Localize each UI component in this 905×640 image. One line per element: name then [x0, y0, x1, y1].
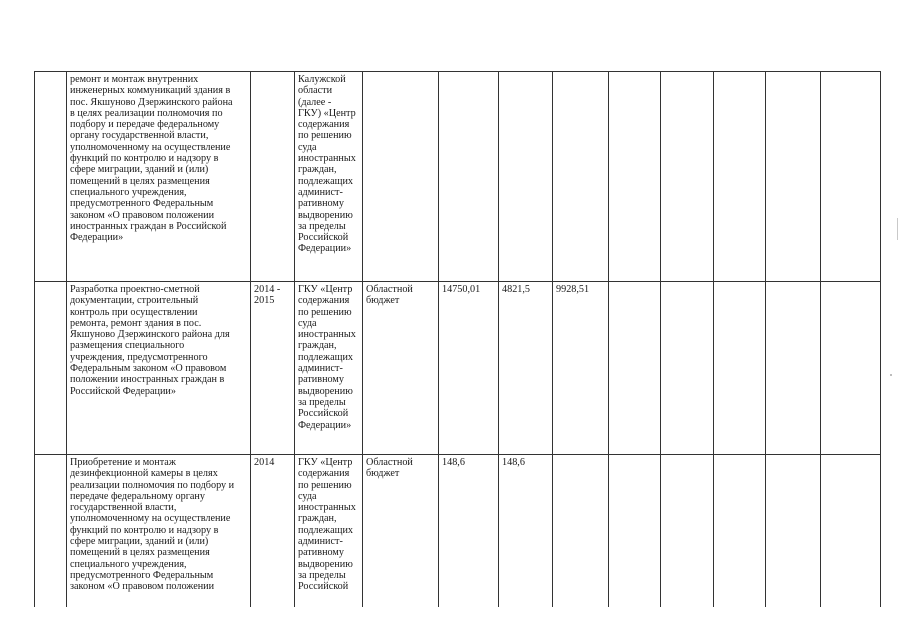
- executor: ГКУ «Центр содержания по решению суда иностранных граждан, подлежащих админист- ративному выдворению за пределы Российской Федерации»: [298, 284, 356, 431]
- empty-cell: [714, 72, 766, 282]
- total-cell: [439, 282, 499, 455]
- activity-description: Разработка проектно-сметной документации, строительный контроль при осуществлении ремонта, ремонт здания в пос. Якшуново Дзержинского района для размещения специального учреждения, предусмотренного Федеральным законом «О правовом положении иностранных граждан в Российской Федерации»: [70, 284, 230, 397]
- activity-description: Приобретение и монтаж дезинфекционной камеры в целях реализации полномочия по подбору и передаче федеральному органу государственной власти, уполномоченному на осуществление функций по контролю и надзору в сфере миграции, зданий и (или) помещений в целях размещения специального учреждения, предусмотренного Федеральным законом «О правовом положении: [70, 457, 235, 593]
- year2-amount: 9928,51: [556, 284, 590, 295]
- year1-cell: [499, 455, 553, 608]
- total-cell: [439, 72, 499, 282]
- row-number-cell: [35, 282, 67, 455]
- activity-description: ремонт и монтаж внутренних инженерных коммуникаций здания в пос. Якшуново Дзержинского района в целях реализации полномочия по подбору и передаче федеральному органу государственной власти, уполномоченному на осуществление функций по контролю и надзору в сфере миграции, зданий и (или) помещений в целях размещения специального учреждения, предусмотренного Федеральным законом «О правовом положении иностранных граждан в Российской Федерации»: [70, 74, 233, 244]
- program-activities-table: [34, 71, 881, 607]
- year1-cell: [499, 282, 553, 455]
- total-cell: [439, 455, 499, 608]
- year1-amount: 148,6: [502, 457, 525, 468]
- activity-description-cell: [67, 72, 251, 282]
- empty-cell: [821, 72, 881, 282]
- row-number-cell: [35, 72, 67, 282]
- year2-cell: [553, 282, 609, 455]
- period-cell: [251, 282, 295, 455]
- activity-description-cell: [67, 282, 251, 455]
- executor-cell: [295, 72, 363, 282]
- empty-cell: [821, 455, 881, 608]
- executor-cell: [295, 455, 363, 608]
- year1-cell: [499, 72, 553, 282]
- empty-cell: [661, 72, 714, 282]
- scan-artifact-line: [897, 218, 898, 240]
- table-row: [35, 72, 881, 282]
- funding-source-cell: [363, 455, 439, 608]
- funding-source: Областной бюджет: [366, 284, 413, 307]
- executor: Калужской области (далее - ГКУ) «Центр содержания по решению суда иностранных граждан, подлежащих админист- ративному выдворению за пределы Российской Федерации»: [298, 74, 356, 255]
- funding-source: Областной бюджет: [366, 457, 413, 480]
- empty-cell: [661, 282, 714, 455]
- empty-cell: [661, 455, 714, 608]
- total-amount: 14750,01: [442, 284, 481, 295]
- total-amount: 148,6: [442, 457, 465, 468]
- empty-cell: [766, 455, 821, 608]
- period-cell: [251, 455, 295, 608]
- funding-source-cell: [363, 282, 439, 455]
- funding-source-cell: [363, 72, 439, 282]
- activity-description-cell: [67, 455, 251, 608]
- executor: ГКУ «Центр содержания по решению суда иностранных граждан, подлежащих админист- ративному выдворению за пределы Российской: [298, 457, 356, 593]
- row-number-cell: [35, 455, 67, 608]
- empty-cell: [714, 282, 766, 455]
- year1-amount: 4821,5: [502, 284, 531, 295]
- period-cell: [251, 72, 295, 282]
- period: 2014 - 2015: [254, 284, 281, 307]
- table-row: [35, 282, 881, 455]
- scan-artifact-dot: [890, 374, 892, 376]
- year2-cell: [553, 455, 609, 608]
- empty-cell: [609, 72, 661, 282]
- period: 2014: [254, 457, 275, 468]
- empty-cell: [766, 282, 821, 455]
- empty-cell: [821, 282, 881, 455]
- empty-cell: [714, 455, 766, 608]
- year2-cell: [553, 72, 609, 282]
- executor-cell: [295, 282, 363, 455]
- table-row: [35, 455, 881, 608]
- empty-cell: [609, 282, 661, 455]
- empty-cell: [766, 72, 821, 282]
- empty-cell: [609, 455, 661, 608]
